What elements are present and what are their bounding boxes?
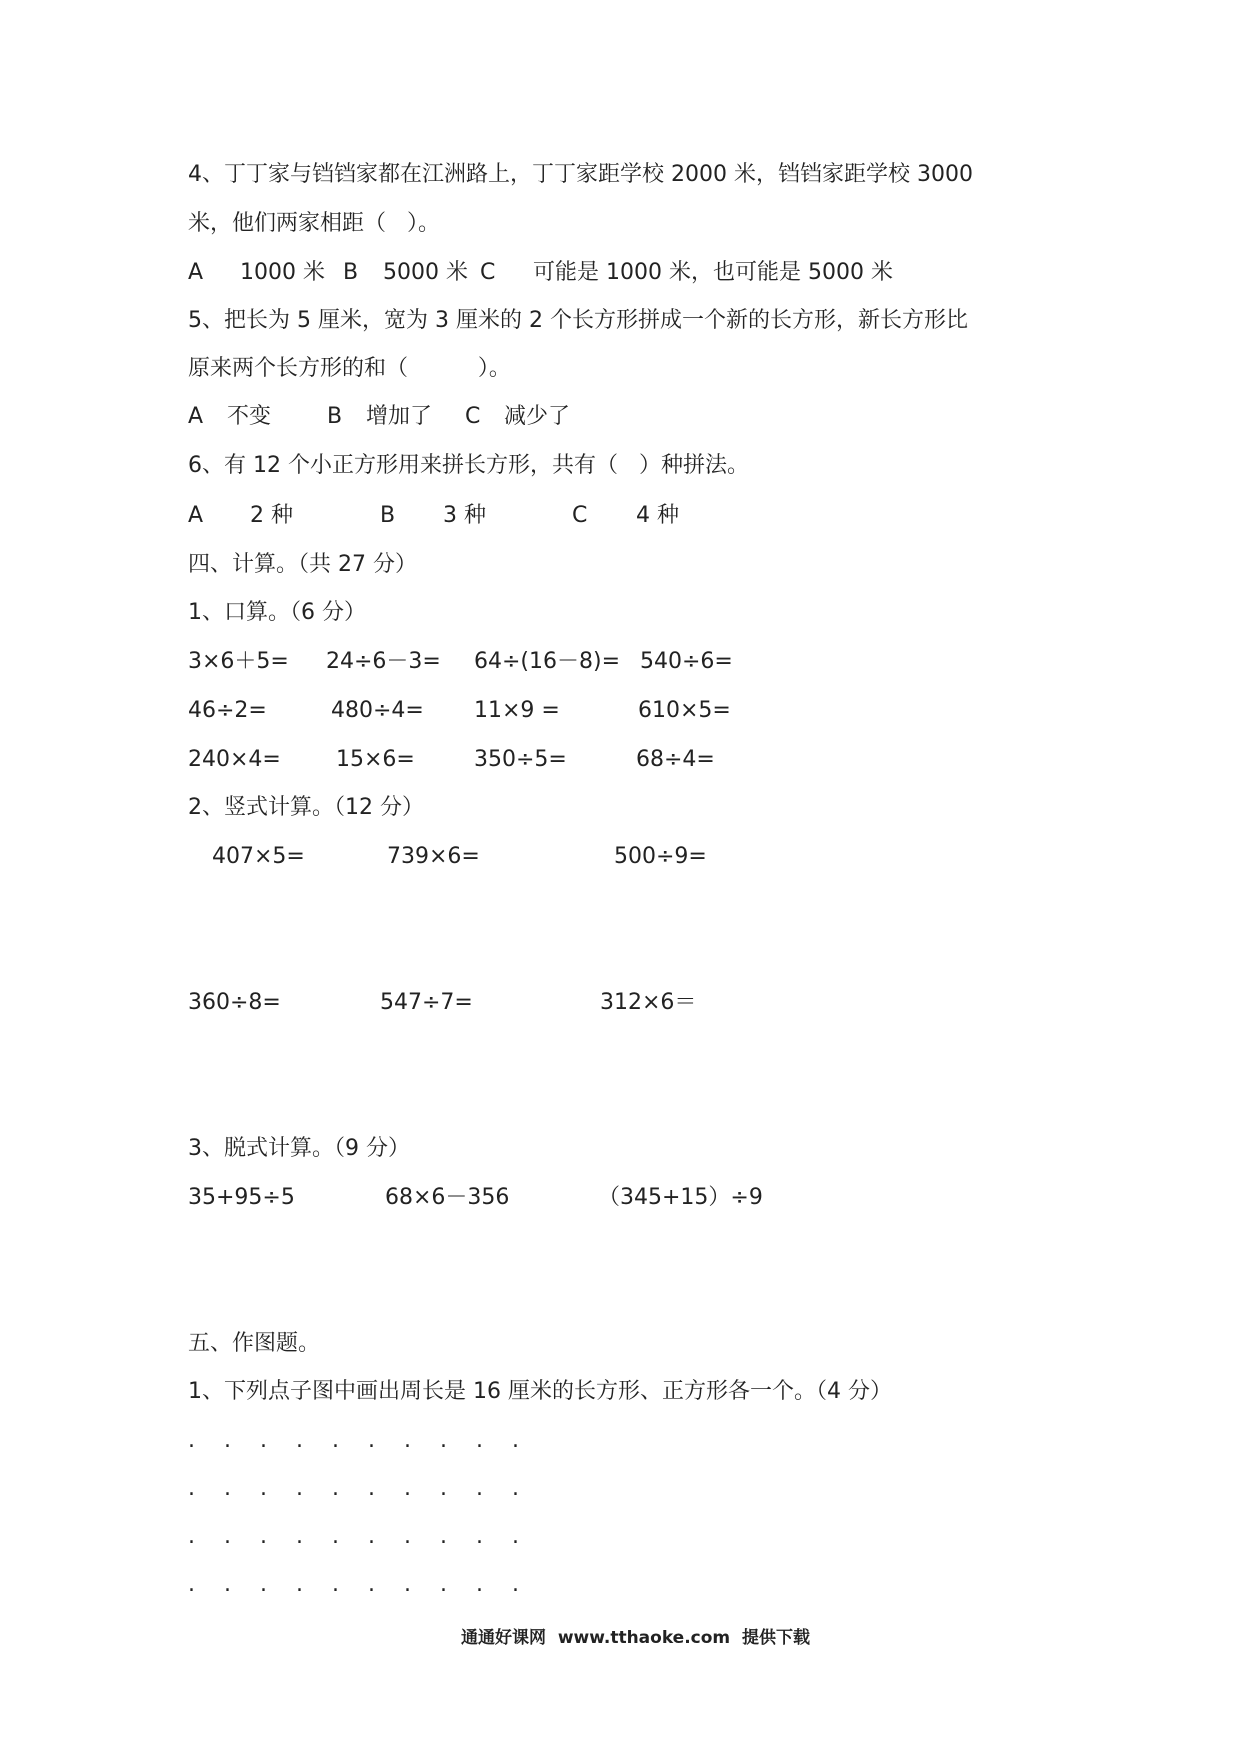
dot-row [188,1572,548,1597]
grid-dot: . [476,1572,483,1597]
vertical-calc-item: 312×6＝ [600,990,697,1015]
stepwise-calc-title: 3、脱式计算。（9 分） [188,1136,410,1161]
q4-option-a-text: 1000 米 [240,260,325,285]
grid-dot: . [368,1476,375,1501]
grid-dot: . [188,1524,195,1549]
dot-grid-question: 1、下列点子图中画出周长是 16 厘米的长方形、正方形各一个。（4 分） [188,1379,892,1404]
stepwise-calc-item: 35+95÷5 [188,1185,295,1210]
grid-dot: . [404,1524,411,1549]
q6-option-c-text: 4 种 [636,503,679,528]
q4-option-c-text: 可能是 1000 米，也可能是 5000 米 [533,260,893,285]
section5-title: 五、作图题。 [188,1331,321,1356]
grid-dot: . [224,1476,231,1501]
grid-dot: . [296,1428,303,1453]
mental-math-item: 68÷4= [636,747,715,772]
q6-option-b-text: 3 种 [443,503,486,528]
dot-row [188,1524,548,1549]
q6-option-c-letter: C [572,503,588,528]
mental-math-item: 610×5= [638,698,731,723]
mental-math-item: 11×9 = [474,698,560,723]
grid-dot: . [512,1524,519,1549]
mental-math-item: 24÷6－3= [326,649,441,674]
q5-option-b-text: 增加了 [366,404,433,429]
vertical-calc-item: 739×6= [387,844,480,869]
mental-math-item: 540÷6= [640,649,733,674]
grid-dot: . [296,1476,303,1501]
grid-dot: . [260,1524,267,1549]
grid-dot: . [512,1572,519,1597]
q5-line2: 原来两个长方形的和（ ）。 [188,356,511,381]
stepwise-calc-item: （345+15）÷9 [598,1185,763,1210]
q5-option-a-text: 不变 [227,404,272,429]
grid-dot: . [224,1572,231,1597]
grid-dot: . [512,1476,519,1501]
grid-dot: . [332,1572,339,1597]
mental-math-item: 240×4= [188,747,281,772]
q4-option-b-letter: B [343,260,359,285]
mental-math-item: 46÷2= [188,698,267,723]
vertical-calc-title: 2、竖式计算。（12 分） [188,795,424,820]
q4-line2: 米，他们两家相距（ ）。 [188,211,440,236]
grid-dot: . [260,1572,267,1597]
grid-dot: . [476,1524,483,1549]
grid-dot: . [260,1428,267,1453]
vertical-calc-item: 407×5= [212,844,305,869]
q4-option-b-text: 5000 米 [383,260,468,285]
grid-dot: . [332,1476,339,1501]
q6-option-a-letter: A [188,503,204,528]
mental-math-item: 3×6＋5= [188,649,289,674]
grid-dot: . [188,1428,195,1453]
grid-dot: . [404,1572,411,1597]
grid-dot: . [368,1428,375,1453]
grid-dot: . [332,1524,339,1549]
q6-option-b-letter: B [380,503,396,528]
grid-dot: . [296,1524,303,1549]
mental-math-item: 15×6= [336,747,415,772]
grid-dot: . [332,1428,339,1453]
grid-dot: . [188,1476,195,1501]
dot-row [188,1428,548,1453]
q5-option-c-letter: C [465,404,481,429]
q4-option-c-letter: C [480,260,496,285]
mental-math-item: 350÷5= [474,747,567,772]
grid-dot: . [368,1572,375,1597]
q5-option-b-letter: B [327,404,343,429]
grid-dot: . [260,1476,267,1501]
mental-math-item: 64÷(16－8)= [474,649,621,674]
q6-option-a-text: 2 种 [250,503,293,528]
vertical-calc-item: 500÷9= [614,844,707,869]
q4-option-a-letter: A [188,260,204,285]
grid-dot: . [476,1428,483,1453]
grid-dot: . [404,1476,411,1501]
q5-option-c-text: 减少了 [504,404,571,429]
mental-math-title: 1、口算。（6 分） [188,600,366,625]
section4-title: 四、计算。（共 27 分） [188,552,417,577]
grid-dot: . [512,1428,519,1453]
footer-text: 通通好课网 www.tthaoke.com 提供下载 [461,1628,810,1648]
q4-line1: 4、丁丁家与铛铛家都在江洲路上，丁丁家距学校 2000 米，铛铛家距学校 3000 [188,162,973,187]
stepwise-calc-item: 68×6－356 [385,1185,510,1210]
grid-dot: . [296,1572,303,1597]
grid-dot: . [476,1476,483,1501]
vertical-calc-item: 360÷8= [188,990,281,1015]
grid-dot: . [440,1524,447,1549]
grid-dot: . [440,1572,447,1597]
q5-line1: 5、把长为 5 厘米，宽为 3 厘米的 2 个长方形拼成一个新的长方形，新长方形比 [188,308,968,333]
grid-dot: . [440,1428,447,1453]
grid-dot: . [188,1572,195,1597]
q6-line1: 6、有 12 个小正方形用来拼长方形，共有（ ）种拼法。 [188,453,749,478]
grid-dot: . [440,1476,447,1501]
vertical-calc-item: 547÷7= [380,990,473,1015]
mental-math-item: 480÷4= [331,698,424,723]
dot-row [188,1476,548,1501]
grid-dot: . [224,1428,231,1453]
q5-option-a-letter: A [188,404,204,429]
grid-dot: . [368,1524,375,1549]
grid-dot: . [224,1524,231,1549]
grid-dot: . [404,1428,411,1453]
